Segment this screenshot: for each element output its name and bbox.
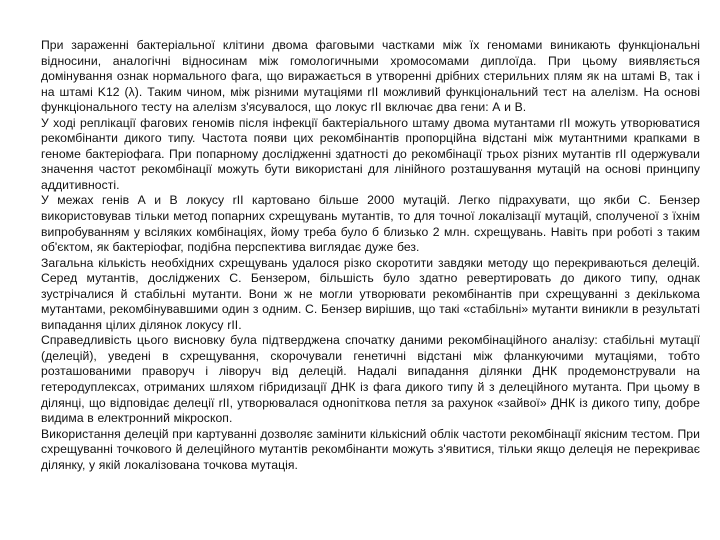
paragraph-mutation-mapping-scale: У межах генів А и В локусу rII картовано більше 2000 мутацій. Легко підрахувати, що якби С. Бензер використовував тільки метод попарних схрещувань мутантів, то для точної локалізації мутацій, сполученої з їхнім випробуванням у всіляких комбінаціях, йому треба було б близько 2 млн. схрещувань. Навіть при роботі з таким об'єктом, як бактеріофаг, подібна перспектива виглядає дуже без.	[41, 193, 700, 255]
paragraph-dominance-allelism-test: При зараженні бактеріальної клітини двома фаговыми частками між їх геномами виникають функціональні відносини, аналогічні відносинам між гомологичными хромосомами диплоїда. При цьому виявляється домінування ознак нормального фага, що виражається в утворенні дрібних стерильних плям як на штамі B, так і на штамі K12 (λ). Таким чином, між різними мутаціями rII можливий функціональний тест на алелізм. На основі функціонального тесту на алелізм з'ясувалося, що локус rII включає два гени: А и В.	[41, 38, 700, 115]
paragraph-overlapping-deletions: Загальна кількість необхідних схрещувань удалося різко скоротити завдяки методу що перекриваються делецій. Серед мутантів, досліджених С. Бензером, більшість було здатно ревертировать до дикого типу, однак зустрічалися й стабільні мутанти. Вони ж не могли утворювати рекомбінантів при схрещуванні з декількома мутантами, рекомбінувавшими один з одним. С. Бензер вирішив, що такі «стабільні» мутанти виникли в результаті випадання цілих ділянок локусу rII.	[41, 255, 700, 332]
paragraph-deletion-mapping-test: Використання делецій при картуванні дозволяє замінити кількісний облік частоти рекомбінації якісним тестом. При схрещуванні точкового й делеційного мутантів рекомбінанти можуть з'явитися, тільки якщо делеція не перекриває ділянку, у якій локалізована точкова мутація.	[41, 426, 700, 472]
paragraph-recombination-frequency: У ході реплікації фагових геномів після інфекції бактеріального штаму двома мутантами rII можуть утворюватися рекомбінанти дикого типу. Частота появи цих рекомбінантів пропорційна відстані між мутантними крапками в геноме бактеріофага. При попарному дослідженні здатності до рекомбінації трьох різних мутантів rII одержували значення частот рекомбінації можуть бути використані для лінійного розташування мутацій на основі принципу аддитивності.	[41, 115, 700, 192]
paragraph-deletion-confirmation: Справедливість цього висновку була підтверджена спочатку даними рекомбінаційного аналізу: стабільні мутації (делецій), уведені в схрещування, скорочували генетичні відстані між фланкуючими мутаціями, тобто розташованими праворуч і ліворуч від делецій. Надалі випадання ділянки ДНК продемонстрували на гетеродуплексах, отриманих шляхом гібридизації ДНК із фага дикого типу й з делеційного мутанта. При цьому в ділянці, що відповідає делеції rII, утворювалася одноniткова петля за рахунок «зайвої» ДНК із дикого типу, добре видима в електронний мікроскоп.	[41, 333, 700, 426]
document-body	[41, 38, 700, 473]
